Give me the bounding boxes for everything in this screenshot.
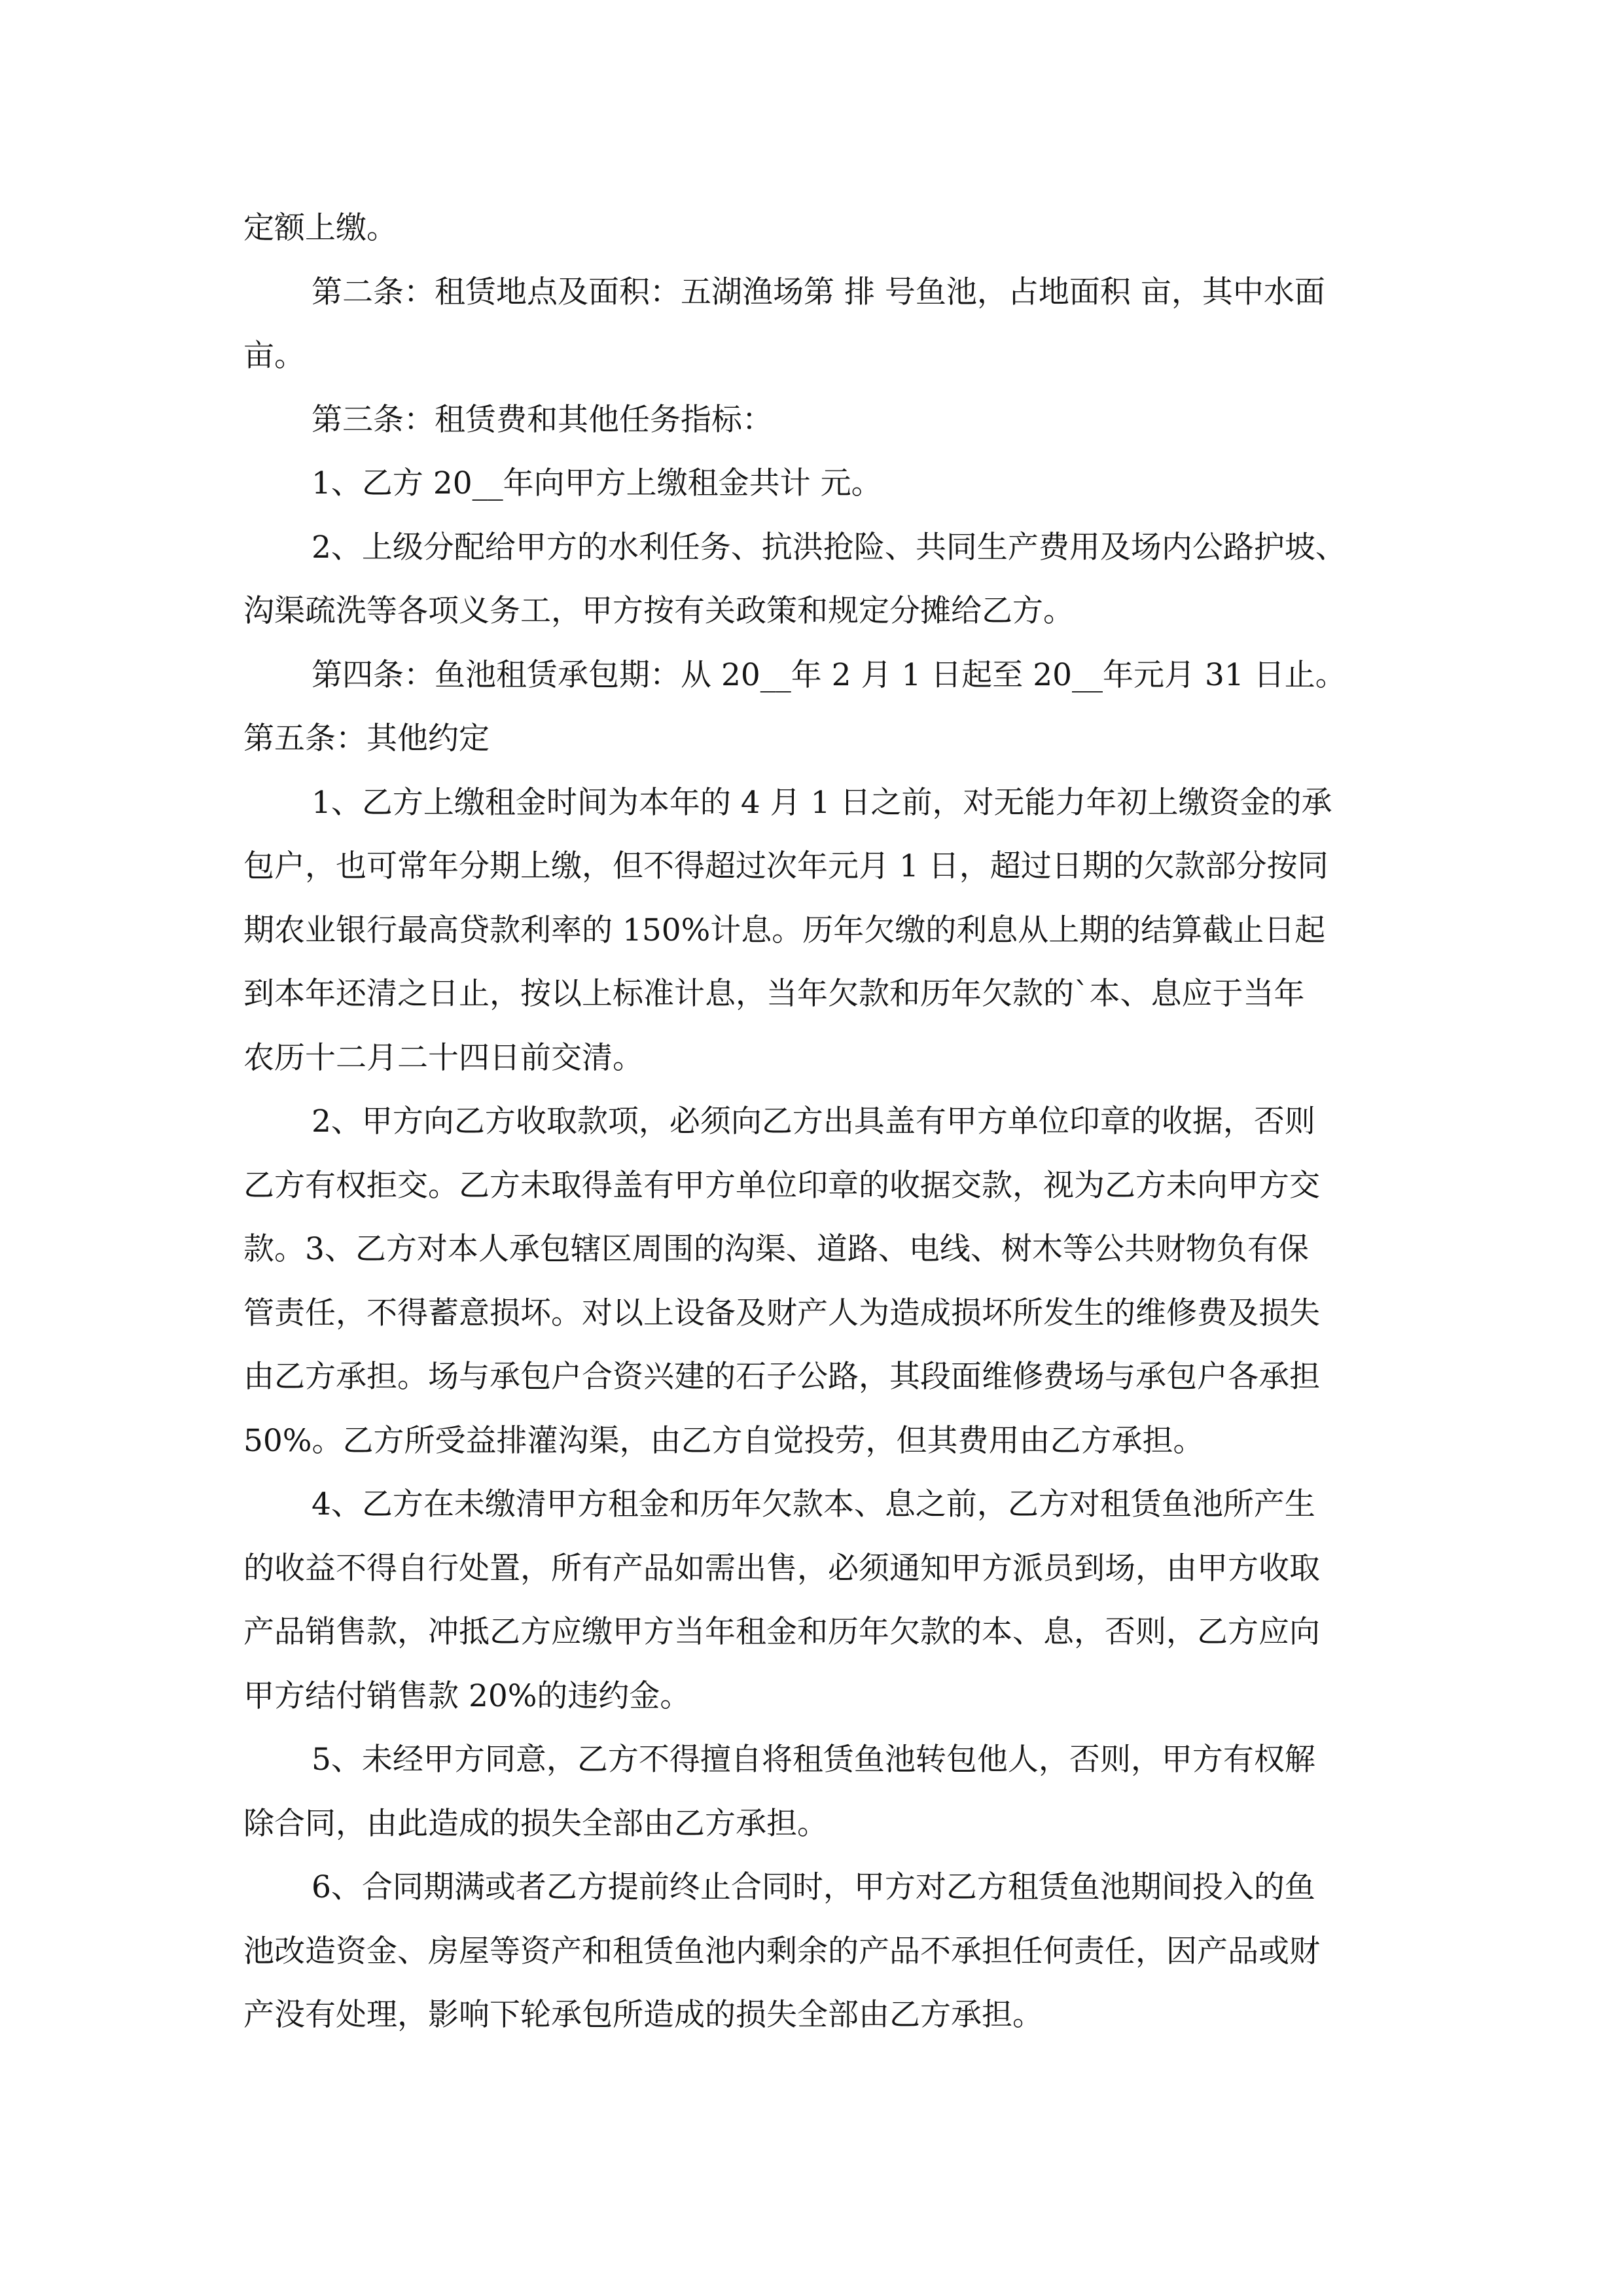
text-line: 1、乙方上缴租金时间为本年的 4 月 1 日之前，对无能力年初上缴资金的承 xyxy=(312,784,1332,821)
text-line: 第五条：其他约定 xyxy=(243,721,490,757)
text-line: 5、未经甲方同意，乙方不得擅自将租赁鱼池转包他人，否则，甲方有权解 xyxy=(312,1742,1315,1778)
text-line: 乙方有权拒交。乙方未取得盖有甲方单位印章的收据交款，视为乙方未向甲方交 xyxy=(243,1167,1320,1204)
text-line: 池改造资金、房屋等资产和租赁鱼池内剩余的产品不承担任何责任，因产品或财 xyxy=(243,1933,1320,1969)
text-line: 农历十二月二十四日前交清。 xyxy=(243,1039,643,1076)
text-line: 50%。乙方所受益排灌沟渠，由乙方自觉投劳，但其费用由乙方承担。 xyxy=(243,1422,1204,1459)
contract-body xyxy=(243,196,1382,2047)
text-line: 2、甲方向乙方收取款项，必须向乙方出具盖有甲方单位印章的收据，否则 xyxy=(312,1103,1315,1139)
text-line: 第二条：租赁地点及面积：五湖渔场第 排 号鱼池，占地面积 亩，其中水面 xyxy=(312,274,1325,310)
text-line: 第三条：租赁费和其他任务指标： xyxy=(312,401,773,438)
text-line: 第四条：鱼池租赁承包期：从 20__年 2 月 1 日起至 20__年元月 31 日止。 xyxy=(312,656,1346,693)
text-line: 款。3、乙方对本人承包辖区周围的沟渠、道路、电线、树木等公共财物负有保 xyxy=(243,1231,1309,1267)
text-line: 6、合同期满或者乙方提前终止合同时，甲方对乙方租赁鱼池期间投入的鱼 xyxy=(312,1869,1315,1905)
text-line: 亩。 xyxy=(243,338,305,374)
text-line: 1、乙方 20__年向甲方上缴租金共计 元。 xyxy=(312,465,882,501)
text-line: 2、上级分配给甲方的水利任务、抗洪抢险、共同生产费用及场内公路护坡、 xyxy=(312,529,1346,565)
text-line: 包户，也可常年分期上缴，但不得超过次年元月 1 日，超过日期的欠款部分按同 xyxy=(243,848,1329,884)
text-line: 定额上缴。 xyxy=(243,210,397,246)
text-line: 期农业银行最高贷款利率的 150%计息。历年欠缴的利息从上期的结算截止日起 xyxy=(243,912,1326,948)
text-line: 沟渠疏洗等各项义务工，甲方按有关政策和规定分摊给乙方。 xyxy=(243,593,1074,629)
text-line: 4、乙方在未缴清甲方租金和历年欠款本、息之前，乙方对租赁鱼池所产生 xyxy=(312,1486,1315,1522)
text-line: 产没有处理，影响下轮承包所造成的损失全部由乙方承担。 xyxy=(243,1997,1043,2033)
text-line: 由乙方承担。场与承包户合资兴建的石子公路，其段面维修费场与承包户各承担 xyxy=(243,1359,1320,1395)
text-line: 除合同，由此造成的损失全部由乙方承担。 xyxy=(243,1805,828,1842)
text-line: 产品销售款，冲抵乙方应缴甲方当年租金和历年欠款的本、息，否则，乙方应向 xyxy=(243,1614,1320,1650)
text-line: 甲方结付销售款 20%的违约金。 xyxy=(243,1677,691,1714)
text-line: 到本年还清之日止，按以上标准计息，当年欠款和历年欠款的`本、息应于当年 xyxy=(243,976,1305,1012)
text-line: 管责任，不得蓄意损坏。对以上设备及财产人为造成损坏所发生的维修费及损失 xyxy=(243,1295,1320,1331)
text-line: 的收益不得自行处置，所有产品如需出售，必须通知甲方派员到场，由甲方收取 xyxy=(243,1550,1320,1587)
